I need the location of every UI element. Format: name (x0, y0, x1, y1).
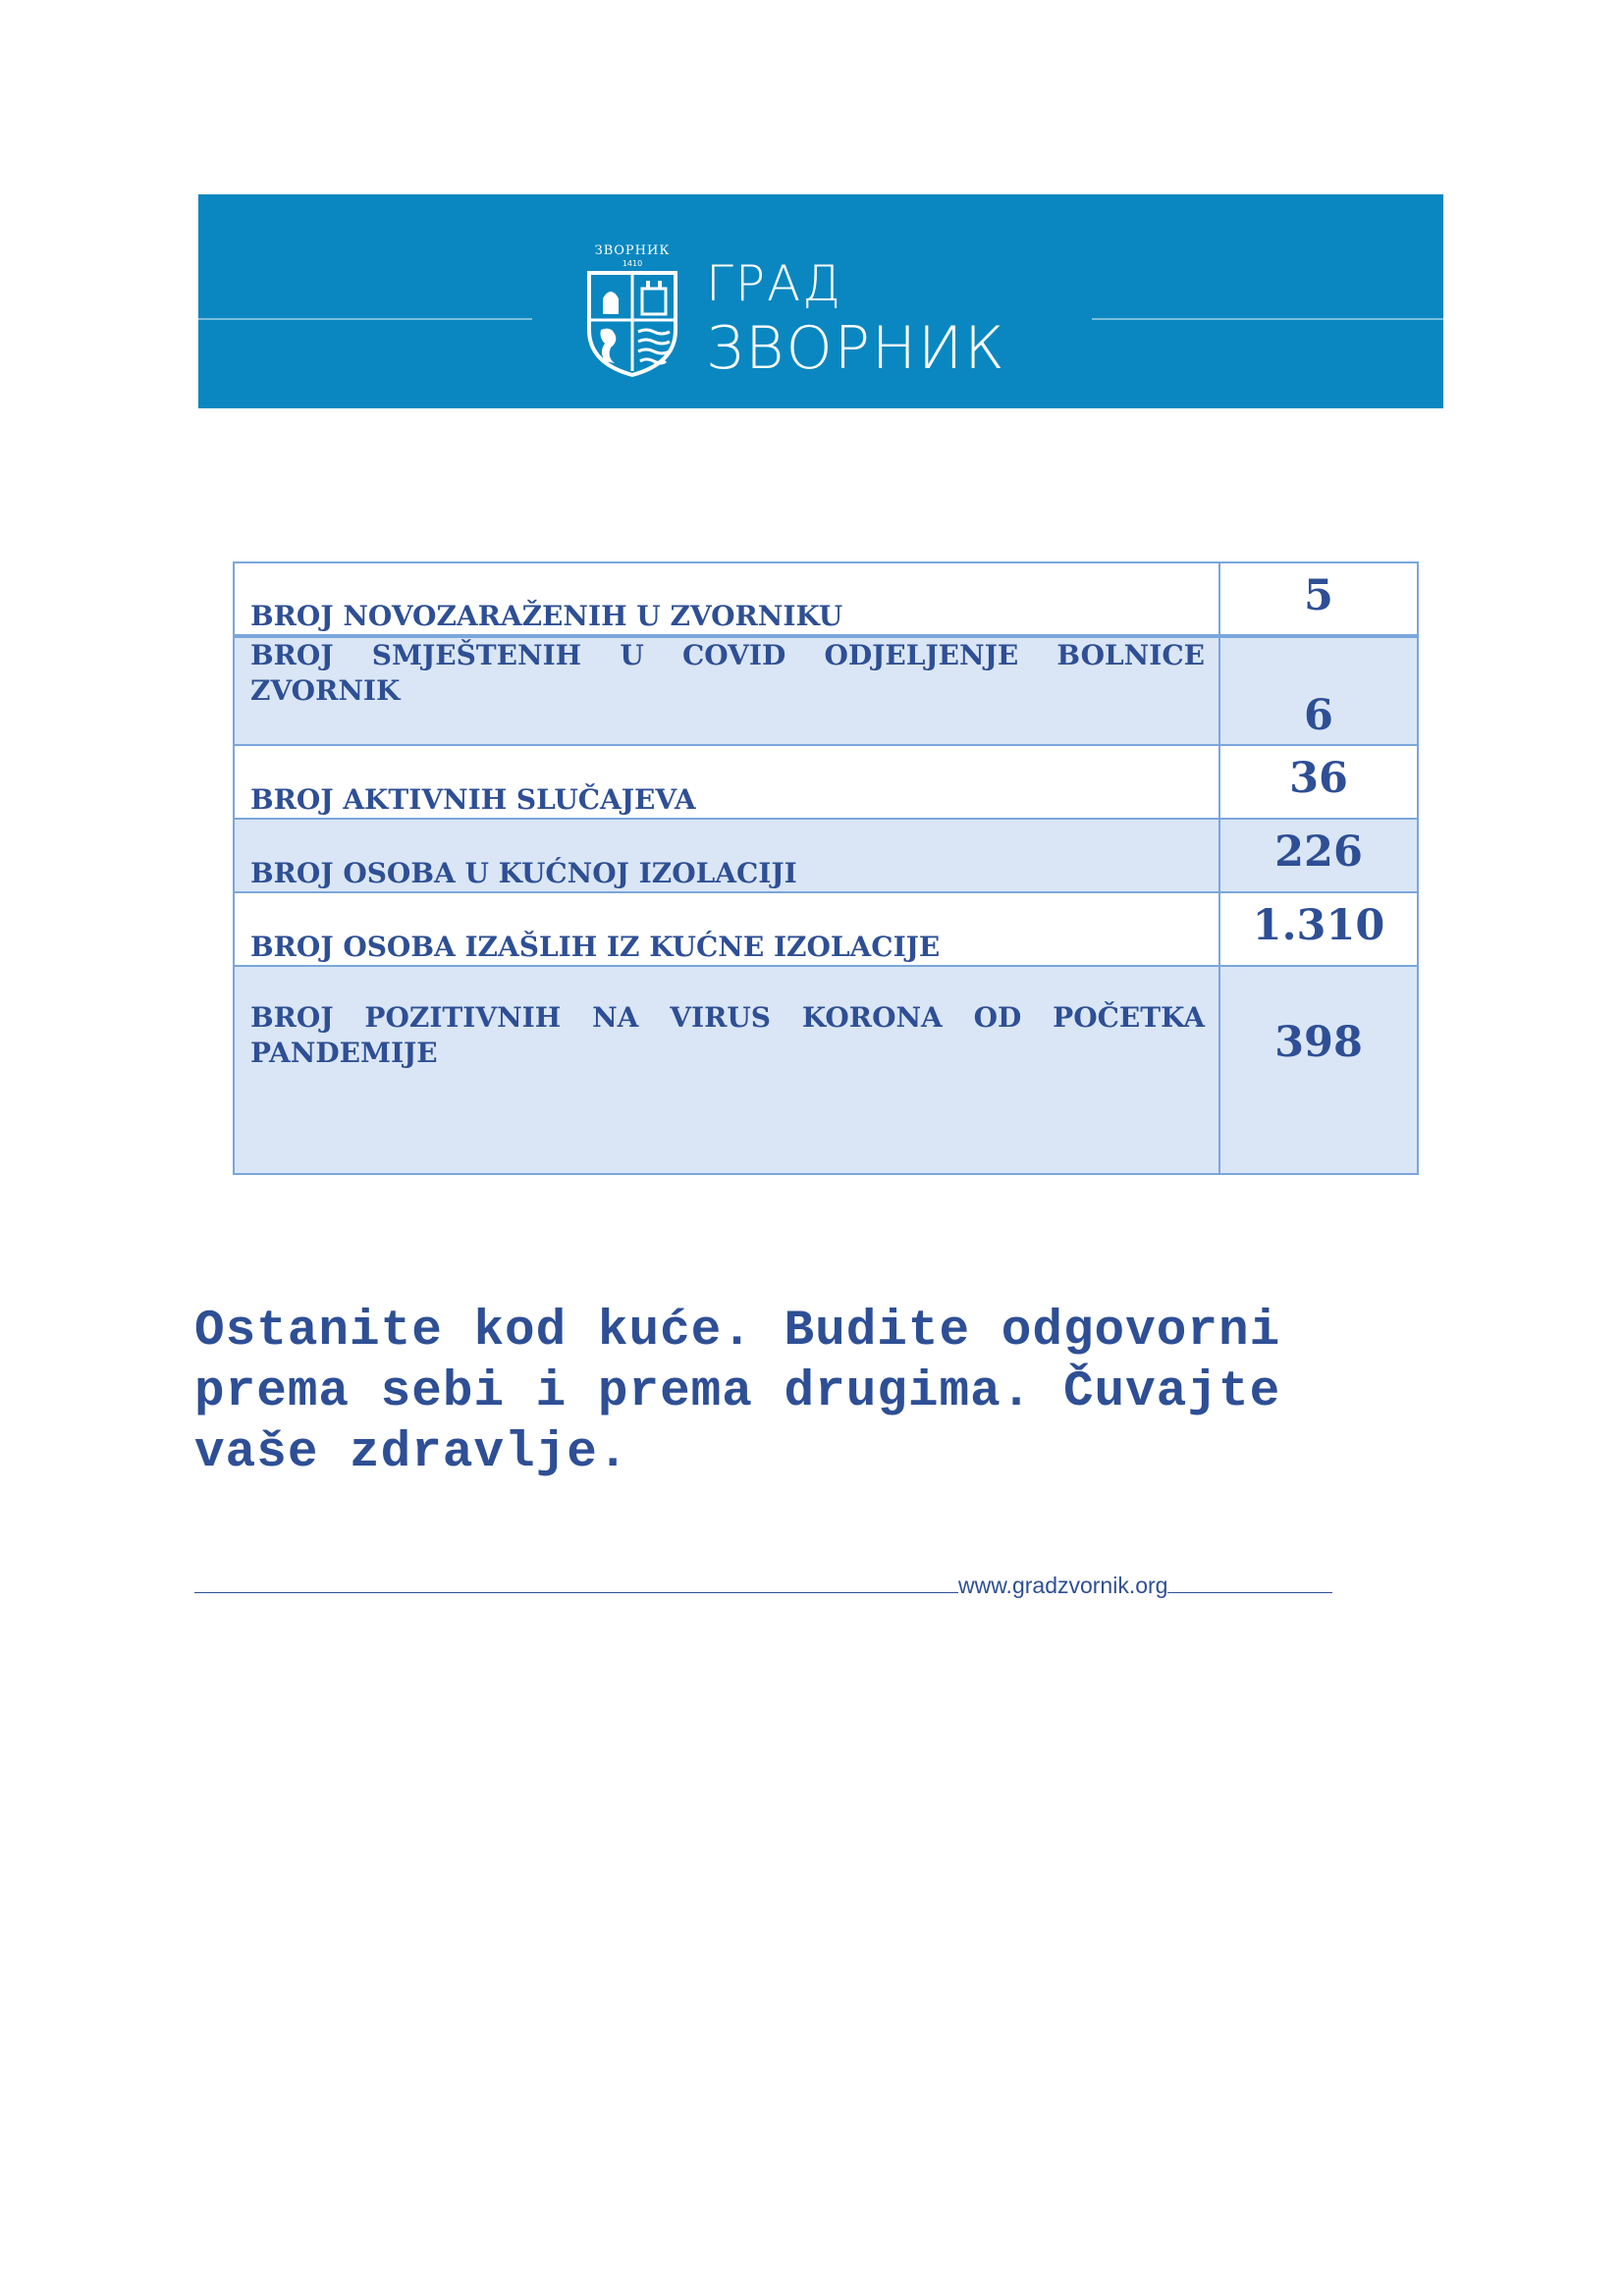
banner-rule-left (198, 318, 532, 320)
shield-icon (585, 269, 679, 377)
stat-value: 398 (1219, 966, 1418, 1174)
stat-label: BROJ POZITIVNIH NA VIRUS KORONA OD POČETKA PANDEMIJE (234, 966, 1219, 1174)
footer-rule-right (1167, 1591, 1332, 1593)
stat-value: 6 (1219, 636, 1418, 745)
footer (194, 1573, 1398, 1599)
table-row (234, 562, 1418, 636)
crest-year: 1410 (622, 259, 643, 268)
table-row (234, 892, 1418, 966)
stay-home-message: Ostanite kod kuće. Budite odgovorni prema sebi i prema drugima. Čuvajte vaše zdravlje. (194, 1304, 1281, 1481)
crest-name: ЗВОРНИК (594, 243, 671, 258)
stat-value: 1.310 (1219, 892, 1418, 966)
stat-value: 226 (1219, 819, 1418, 892)
table-row (234, 745, 1418, 819)
city-title-line1: ГРАД (706, 255, 843, 312)
footer-rule-left (194, 1591, 958, 1593)
stat-value: 36 (1219, 745, 1418, 819)
header-banner (198, 194, 1443, 408)
city-title-line2: ЗВОРНИК (706, 314, 1006, 383)
stat-label: BROJ SMJEŠTENIH U COVID ODJELJENJE BOLNICE ZVORNIK (234, 636, 1219, 745)
website-link[interactable]: www.gradzvornik.org (958, 1573, 1168, 1598)
table-row (234, 819, 1418, 892)
table-row (234, 966, 1418, 1174)
coat-of-arms-logo (585, 243, 679, 381)
stat-value: 5 (1219, 562, 1418, 636)
table-row (234, 636, 1418, 745)
covid-stats-table (233, 561, 1419, 1175)
stat-label: BROJ NOVOZARAŽENIH U ZVORNIKU (234, 562, 1219, 636)
stat-label: BROJ OSOBA U KUĆNOJ IZOLACIJI (234, 819, 1219, 892)
stat-label: BROJ AKTIVNIH SLUČAJEVA (234, 745, 1219, 819)
stat-label: BROJ OSOBA IZAŠLIH IZ KUĆNE IZOLACIJE (234, 892, 1219, 966)
banner-rule-right (1092, 318, 1443, 320)
